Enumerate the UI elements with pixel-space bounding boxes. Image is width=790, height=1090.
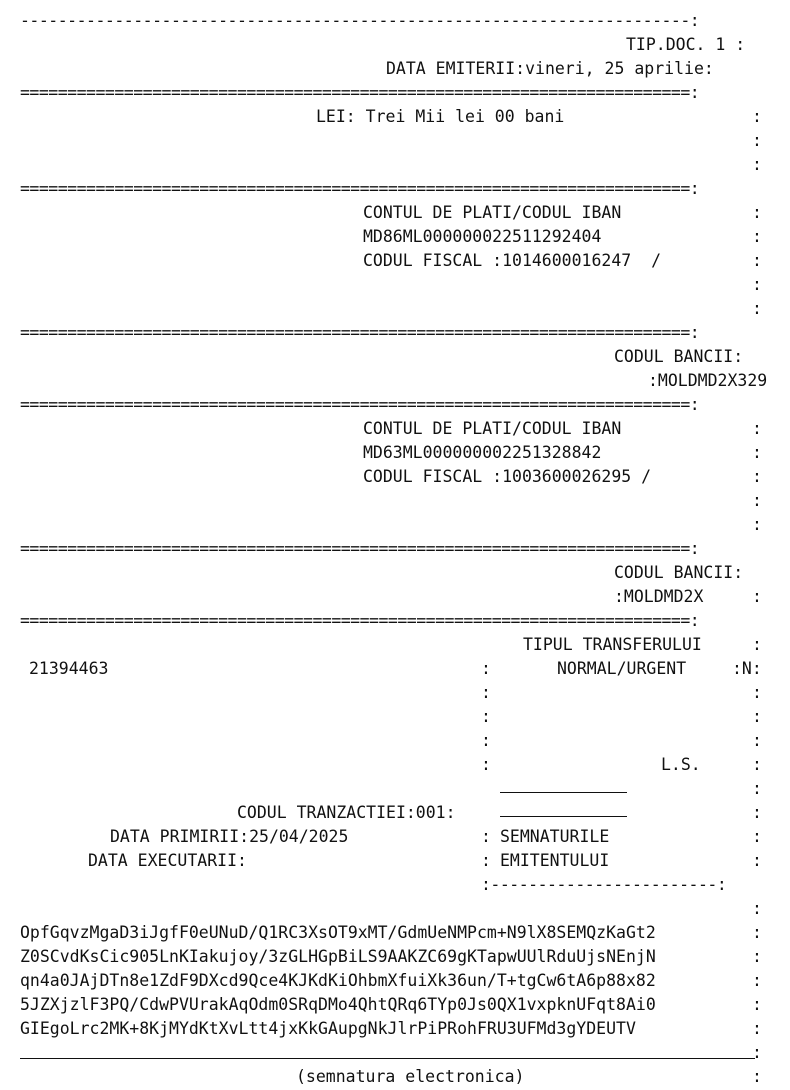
signature-line-3: qn4a0JAjDTn8e1ZdF9DXcd9Qce4KJKdKiOhbmXfuiXk36un/T+tgCw6tA6p88x82 bbox=[20, 971, 656, 990]
payer-bank-code-label: CODUL BANCII: bbox=[614, 347, 744, 366]
blank-row: : bbox=[752, 515, 762, 534]
destination-row-1: TIPUL TRANSFERULUI : bbox=[20, 633, 790, 657]
destination-value: 21394463 bbox=[29, 659, 109, 678]
header-row bbox=[20, 33, 790, 57]
separator: =======================================================================: bbox=[20, 611, 700, 630]
signature-line-2: Z0SCvdKsCic905LnKIakujoy/3zGLHGpBiLS9AAKZC69gKTapwUUlRduUjsNEnjN bbox=[20, 947, 656, 966]
beneficiary-iban: MD63ML000000002251328842 bbox=[363, 443, 602, 462]
executed-date-row: DATA EXECUTARII: : EMITENTULUI : bbox=[20, 849, 790, 873]
signatures-label-2: EMITENTULUI bbox=[500, 851, 610, 870]
payer-row-1: CONTUL DE PLATI/CODUL IBAN : bbox=[20, 201, 790, 225]
transfer-type-value: :N: bbox=[732, 659, 762, 678]
payer-iban: MD86ML000000022511292404 bbox=[363, 227, 602, 246]
amount-in-words: LEI: Trei Mii lei 00 bani bbox=[316, 107, 565, 126]
payer-bank-row-1 bbox=[20, 345, 790, 369]
signature-line-4: 5JZXjzlF3PQ/CdwPVUrakAqOdm0SRqDMo4QhtQRq6TYp0Js0QX1vxpknUFqt8Ai0 bbox=[20, 995, 656, 1014]
transfer-type-label: TIPUL TRANSFERULUI bbox=[523, 635, 702, 654]
blank-row: : : bbox=[481, 683, 762, 702]
caption-row: (semnatura electronica) : bbox=[20, 1065, 790, 1089]
beneficiary-row-3: CODUL FISCAL :1003600026295 / : bbox=[20, 465, 790, 489]
signature-underline bbox=[20, 1058, 755, 1059]
beneficiary-bank-row-1 bbox=[20, 561, 790, 585]
signature-data-row: 5JZXjzlF3PQ/CdwPVUrakAqOdm0SRqDMo4QhtQRq6TYp0Js0QX1vxpknUFqt8Ai0 : bbox=[20, 995, 762, 1014]
payer-fiscal-code: CODUL FISCAL :1014600016247 / bbox=[363, 251, 662, 270]
payer-row-3: CODUL FISCAL :1014600016247 / : bbox=[20, 249, 790, 273]
payer-account-label: CONTUL DE PLATI/CODUL IBAN bbox=[363, 203, 622, 222]
payer-bank-row-2 bbox=[20, 369, 790, 393]
blank-row: : bbox=[752, 299, 762, 318]
payment-order-document bbox=[20, 9, 790, 1089]
manager-row: : bbox=[752, 899, 762, 918]
blank-row: : bbox=[752, 131, 762, 150]
separator: =======================================================================: bbox=[20, 395, 700, 414]
beneficiary-fiscal-code: CODUL FISCAL :1003600026295 / bbox=[363, 467, 652, 486]
signature-data-row: OpfGqvzMgaD3iJgfF0eUNuD/Q1RC3XsOT9xMT/GdmUeNMPcm+N9lX8SEMQzKaGt2 : bbox=[20, 923, 762, 942]
beneficiary-account-label: CONTUL DE PLATI/CODUL IBAN bbox=[363, 419, 622, 438]
transaction-code: CODUL TRANZACTIEI:001: bbox=[237, 803, 456, 822]
signature-underline-row: : bbox=[20, 1041, 790, 1065]
received-date: DATA PRIMIRII:25/04/2025 bbox=[110, 827, 349, 846]
beneficiary-row-1: CONTUL DE PLATI/CODUL IBAN : bbox=[20, 417, 790, 441]
signature-line bbox=[500, 792, 627, 793]
blank-row: : bbox=[752, 155, 762, 174]
issue-date: DATA EMITERII:vineri, 25 aprilie: bbox=[386, 59, 714, 78]
signature-line-5: GIEgoLrc2MK+8KjMYdKtXvLtt4jxKkGAupgNkJlrPiPRohFRU3UFMd3gYDEUTV bbox=[20, 1019, 636, 1038]
amount-row bbox=[20, 105, 790, 129]
beneficiary-bank-code-label: CODUL BANCII: bbox=[614, 563, 744, 582]
beneficiary-row-2: MD63ML000000002251328842 : bbox=[20, 441, 790, 465]
beneficiary-bank-row-2: :MOLDMD2X : bbox=[20, 585, 790, 609]
blank-row: : : bbox=[481, 731, 762, 750]
separator: =======================================================================: bbox=[20, 323, 700, 342]
signature-line-1: OpfGqvzMgaD3iJgfF0eUNuD/Q1RC3XsOT9xMT/GdmUeNMPcm+N9lX8SEMQzKaGt2 bbox=[20, 923, 656, 942]
beneficiary-bank-code: :MOLDMD2X bbox=[614, 587, 704, 606]
blank-row: : bbox=[752, 491, 762, 510]
transfer-type: NORMAL/URGENT bbox=[557, 659, 687, 678]
signature-line bbox=[500, 816, 627, 817]
signature-data-row: GIEgoLrc2MK+8KjMYdKtXvLtt4jxKkGAupgNkJlrPiPRohFRU3UFMd3gYDEUTV : bbox=[20, 1019, 762, 1038]
border-colon: : bbox=[752, 107, 762, 126]
separator: =======================================================================: bbox=[20, 179, 700, 198]
separator: =======================================================================: bbox=[20, 539, 700, 558]
payer-bank-code: :MOLDMD2X329 bbox=[648, 371, 768, 390]
destination-row-2: 21394463 : NORMAL/URGENT :N: bbox=[20, 657, 790, 681]
signature-data-row: Z0SCvdKsCic905LnKIakujoy/3zGLHGpBiLS9AAKZC69gKTapwUUlRduUjsNEnjN : bbox=[20, 947, 762, 966]
executed-date: DATA EXECUTARII: bbox=[88, 851, 247, 870]
stamp-row: : L.S. : bbox=[20, 753, 790, 777]
blank-row: : bbox=[752, 275, 762, 294]
blank-row: : : bbox=[481, 707, 762, 726]
received-date-row: DATA PRIMIRII:25/04/2025 : SEMNATURILE : bbox=[20, 825, 790, 849]
signature-dash-row: :------------------------: bbox=[481, 875, 727, 894]
separator: =======================================================================: bbox=[20, 83, 700, 102]
top-border: -----------------------------------------------------------------------: bbox=[20, 11, 700, 30]
signature-caption: (semnatura electronica) bbox=[296, 1067, 525, 1086]
doc-type: TIP.DOC. 1 : bbox=[626, 35, 746, 54]
issue-date-row bbox=[20, 57, 790, 81]
transaction-separator-row: : bbox=[20, 777, 790, 801]
payer-row-2: MD86ML000000022511292404 : bbox=[20, 225, 790, 249]
signatures-label-1: SEMNATURILE bbox=[500, 827, 610, 846]
transaction-code-row: CODUL TRANZACTIEI:001: : bbox=[20, 801, 790, 825]
stamp-label: L.S. bbox=[661, 755, 701, 774]
signature-data-row: qn4a0JAjDTn8e1ZdF9DXcd9Qce4KJKdKiOhbmXfuiXk36un/T+tgCw6tA6p88x82 : bbox=[20, 971, 762, 990]
